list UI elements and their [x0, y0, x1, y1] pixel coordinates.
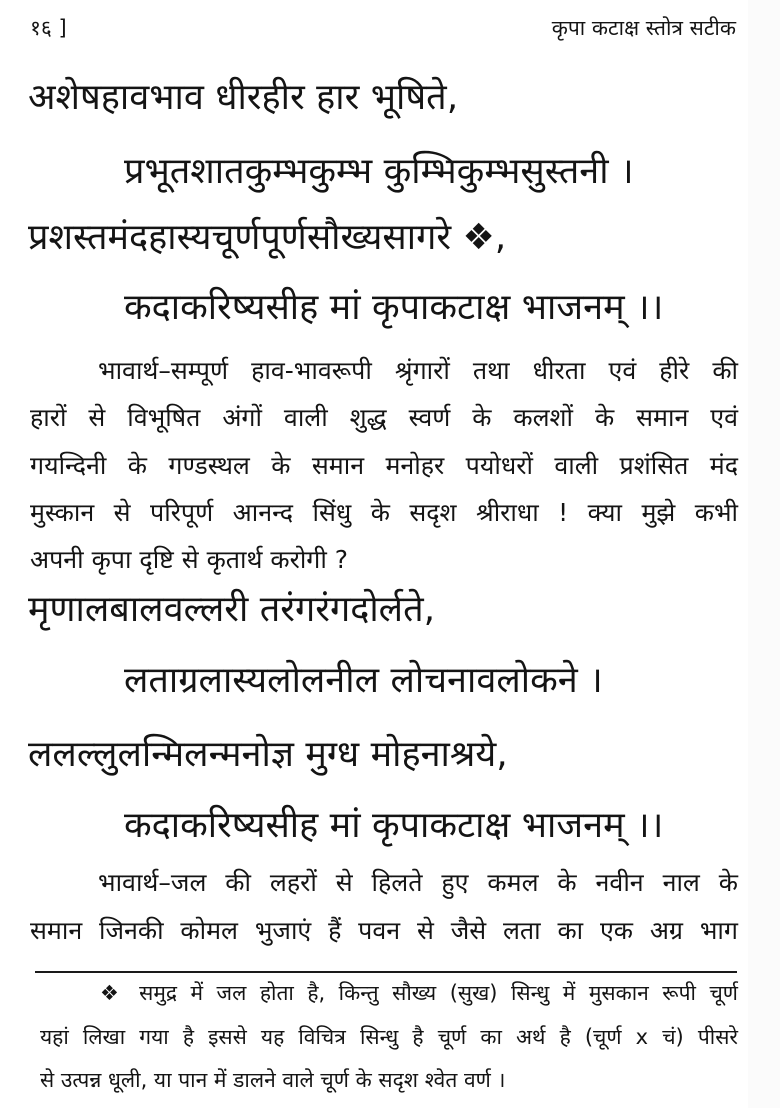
- running-title: कृपा कटाक्ष स्तोत्र सटीक: [551, 16, 736, 40]
- footnote-divider: [35, 971, 737, 973]
- page-edge-shade: [748, 0, 780, 1108]
- meaning-1-line-3: गयन्दिनी के गण्डस्थल के समान मनोहर पयोधरों वाली प्रशंसित मंद: [30, 451, 738, 480]
- verse-1-line-2: प्रभूतशातकुम्भकुम्भ कुम्भिकुम्भसुस्तनी ।: [124, 151, 634, 192]
- footnote-line-3: से उत्पन्न धूली, या पान में डालने वाले चूर्ण के सदृश श्वेत वर्ण ।: [40, 1068, 506, 1092]
- footnote-line-1: ❖ समुद्र में जल होता है, किन्तु सौख्य (सुख) सिन्धु में मुसकान रूपी चूर्ण: [100, 981, 738, 1005]
- meaning-1-line-4: मुस्कान से परिपूर्ण आनन्द सिंधु के सदृश श्रीराधा ! क्या मुझे कभी: [30, 498, 738, 527]
- verse-1-line-3: प्रशस्तमंदहास्यचूर्णपूर्णसौख्यसागरे ❖,: [28, 217, 507, 258]
- verse-1-line-1: अशेषहावभाव धीरहीर हार भूषिते,: [28, 77, 459, 118]
- footnote-line-2: यहां लिखा गया है इससे यह विचित्र सिन्धु है चूर्ण का अर्थ है (चूर्ण x चं) पीसरे: [40, 1025, 738, 1049]
- meaning-2-line-2: समान जिनकी कोमल भुजाएं हैं पवन से जैसे लता का एक अग्र भाग: [30, 916, 738, 945]
- meaning-1-line-2: हारों से विभूषित अंगों वाली शुद्ध स्वर्ण के कलशों के समान एवं: [30, 403, 738, 432]
- page-number: १६ ]: [30, 16, 67, 40]
- verse-1-line-4: कदाकरिष्यसीह मां कृपाकटाक्ष भाजनम् ।।: [124, 287, 664, 328]
- meaning-2-line-1: भावार्थ–जल की लहरों से हिलते हुए कमल के नवीन नाल के: [98, 868, 738, 897]
- verse-2-line-4: कदाकरिष्यसीह मां कृपाकटाक्ष भाजनम् ।।: [124, 805, 664, 846]
- verse-2-line-3: ललल्लुलन्मिलन्मनोज्ञ मुग्ध मोहनाश्रये,: [28, 734, 508, 775]
- meaning-1-line-5: अपनी कृपा दृष्टि से कृतार्थ करोगी ?: [30, 545, 349, 574]
- meaning-1-line-1: भावार्थ–सम्पूर्ण हाव-भावरूपी श्रृंगारों तथा धीरता एवं हीरे की: [98, 356, 738, 385]
- verse-2-line-2: लताग्रलास्यलोलनील लोचनावलोकने ।: [124, 660, 603, 701]
- verse-2-line-1: मृणालबालवल्लरी तरंगरंगदोर्लते,: [28, 589, 436, 630]
